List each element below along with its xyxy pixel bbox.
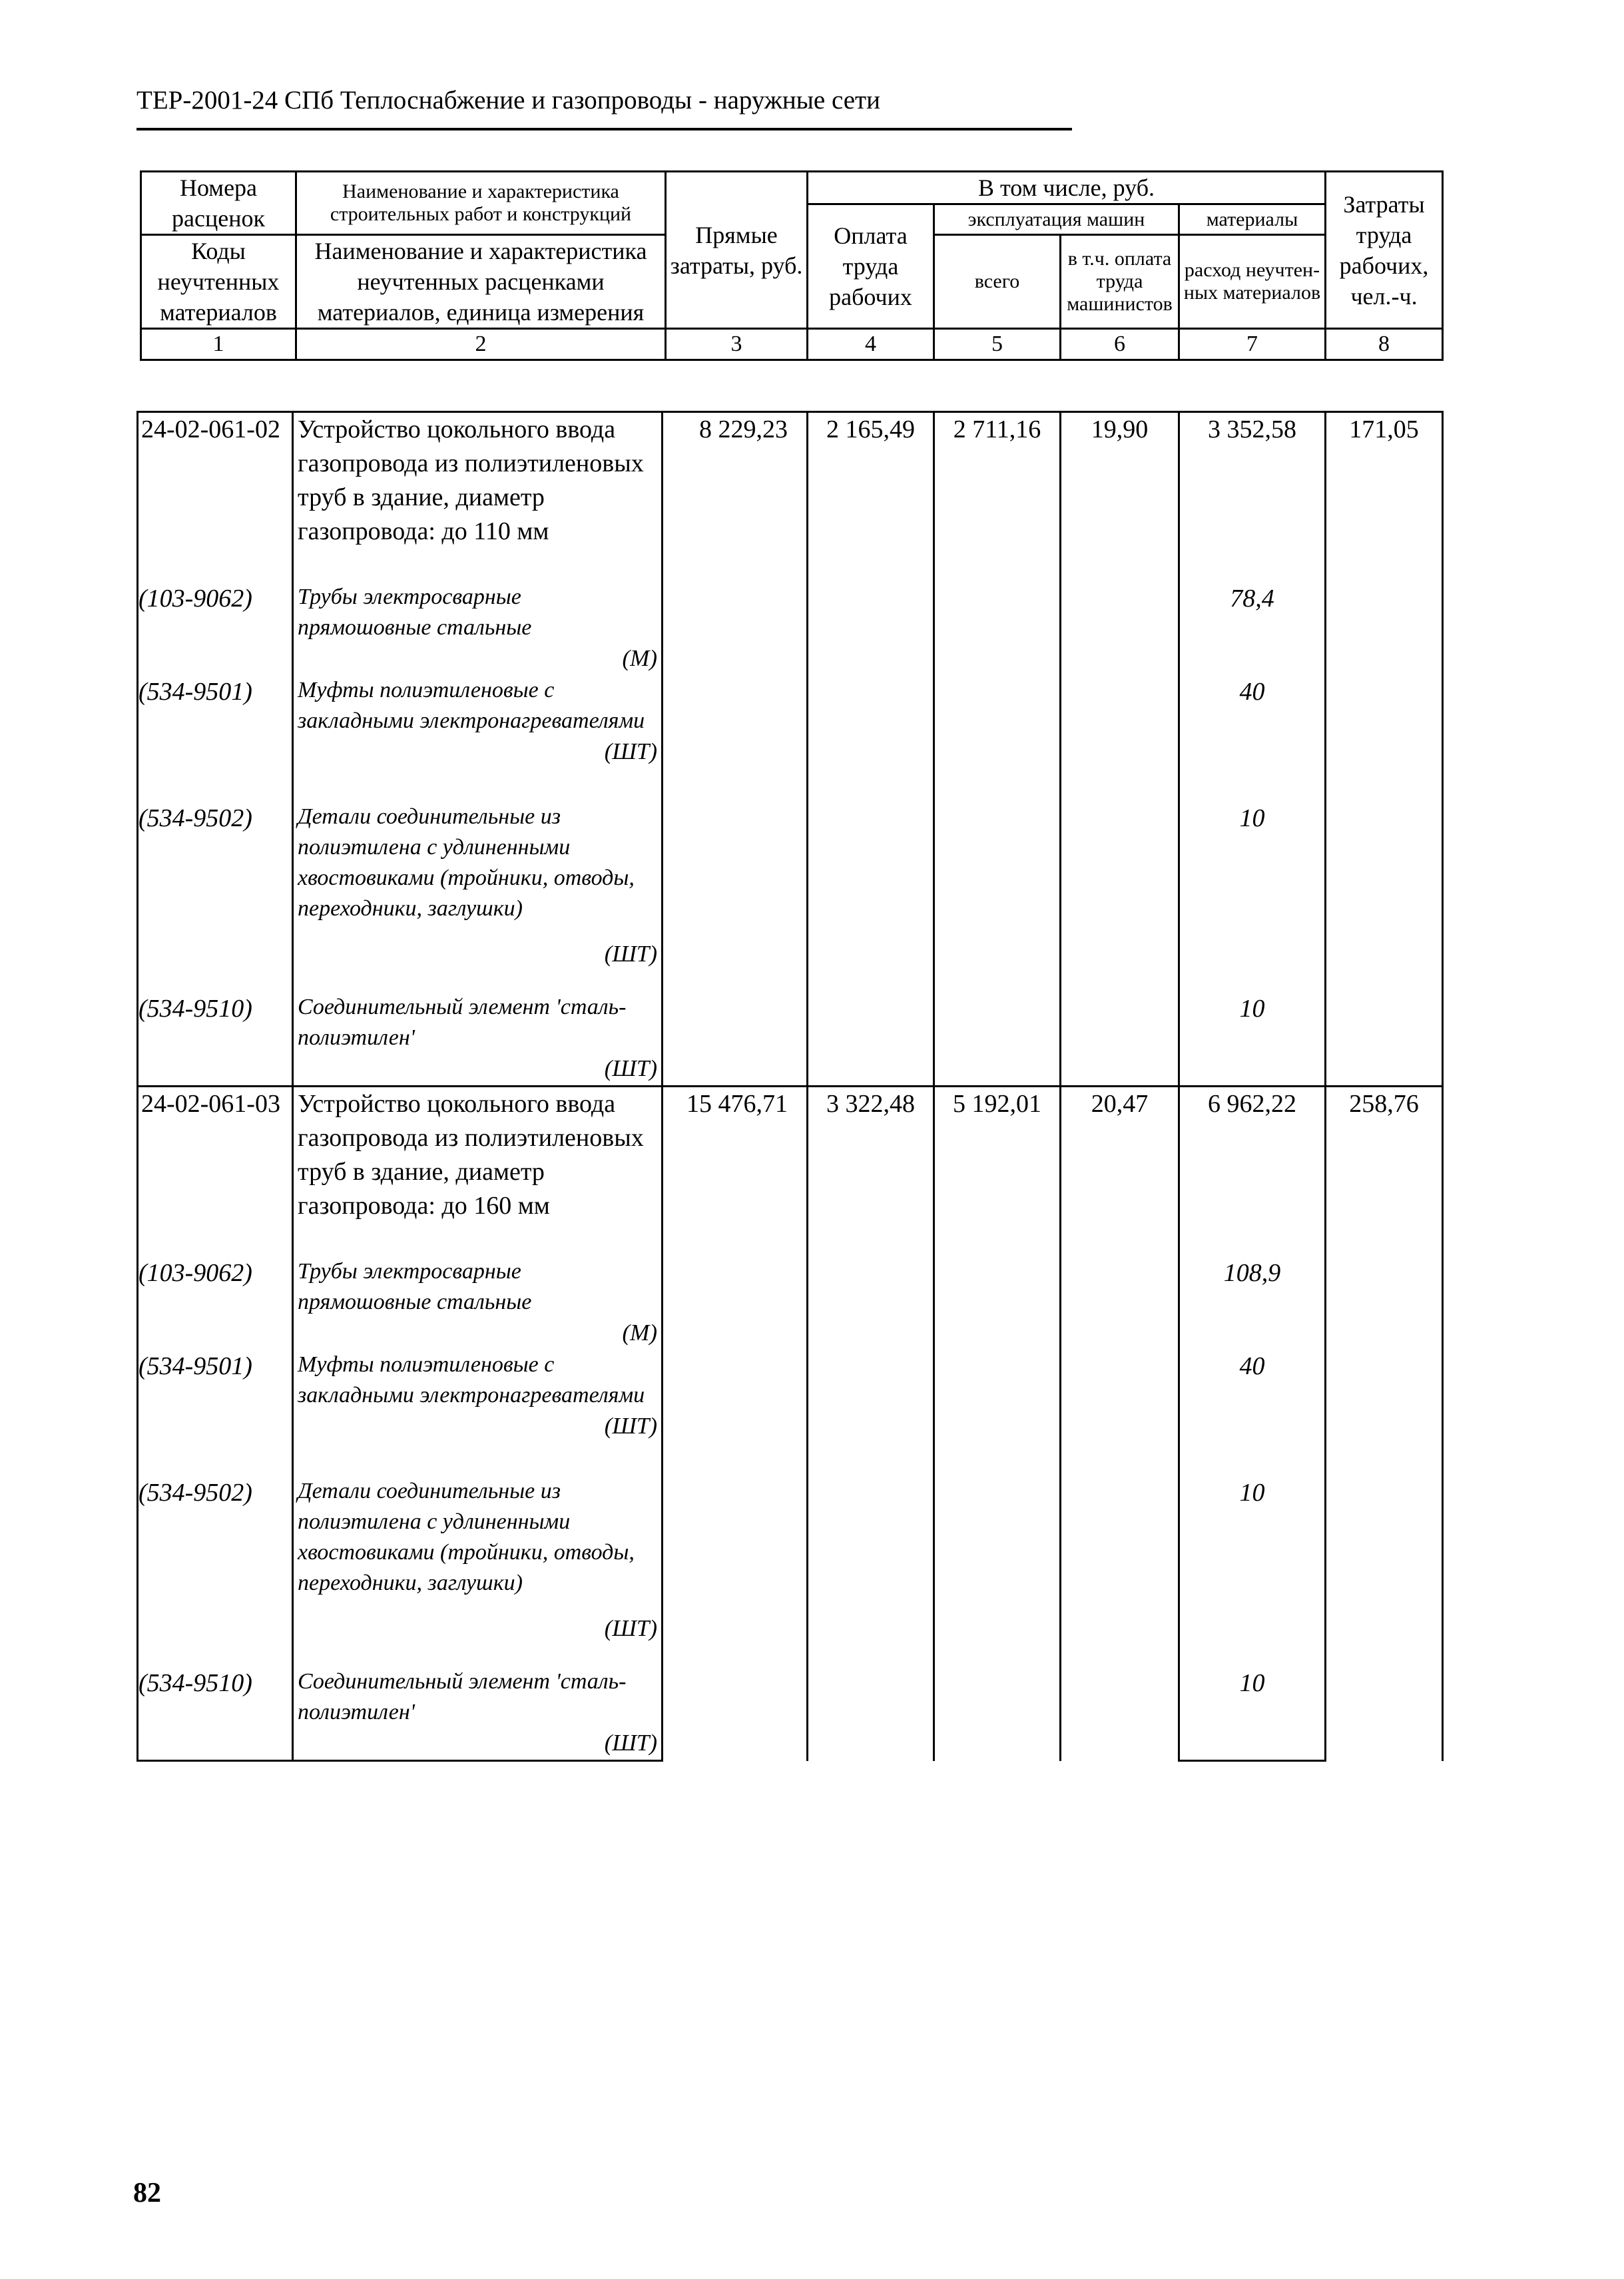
material-unit: (ШТ) [604, 1730, 657, 1756]
material-unit: (ШТ) [604, 1055, 657, 1081]
col2-bottom-header: Наименование и характеристика неучтенных расценками материалов, единица измерения [296, 235, 666, 329]
col-number: 6 [1061, 329, 1179, 360]
material-code: (103-9062) [138, 1256, 293, 1350]
rate-name: Устройство цокольного ввода газопровода из полиэтиленовых труб в здание, диаметр газопровода: до 110 мм [293, 412, 663, 583]
material-name: Трубы электросварные прямошовные стальные [298, 1259, 532, 1314]
material-qty: 10 [1179, 802, 1326, 992]
material-name: Трубы электросварные прямошовные стальные [298, 585, 532, 640]
rate-name: Устройство цокольного ввода газопровода из полиэтиленовых труб в здание, диаметр газопровода: до 160 мм [293, 1087, 663, 1257]
material-description [293, 992, 663, 1087]
labor-cost: 2 165,49 [808, 412, 934, 1087]
material-code: (534-9502) [138, 1476, 293, 1666]
material-description [293, 1256, 663, 1350]
rate-code: 24-02-061-03 [138, 1087, 293, 1257]
col1-top-header: Номера расценок [141, 172, 296, 235]
material-name: Муфты полиэтиленовые с закладными электронагревателями [298, 1352, 645, 1407]
material-qty: 108,9 [1179, 1256, 1326, 1350]
col-number: 2 [296, 329, 666, 360]
group-header: В том числе, руб. [808, 172, 1326, 204]
rate-row [138, 1087, 1443, 1257]
material-description [293, 1350, 663, 1476]
material-name: Муфты полиэтиленовые с закладными электронагревателями [298, 678, 645, 733]
col-number: 4 [808, 329, 934, 360]
material-unit: (М) [622, 645, 657, 671]
col6-header: в т.ч. оплата труда машинистов [1061, 235, 1179, 329]
rate-row [138, 412, 1443, 583]
machines-header: эксплуатация машин [934, 204, 1179, 235]
col-number: 7 [1179, 329, 1326, 360]
page-number: 82 [133, 2178, 161, 2208]
materials-cost: 3 352,58 [1179, 412, 1326, 583]
col3-header: Прямые затраты, руб. [666, 172, 808, 329]
col4-header: Оплата труда рабочих [808, 204, 934, 329]
column-header-table [140, 170, 1444, 361]
material-name: Соединительный элемент 'сталь-полиэтилен' [298, 995, 627, 1050]
material-name: Детали соединительные из полиэтилена с удлиненными хвостовиками (тройники, отводы, переходники, заглушки) [298, 804, 635, 921]
material-qty: 10 [1179, 1666, 1326, 1761]
material-unit: (ШТ) [604, 941, 657, 967]
rate-code: 24-02-061-02 [138, 412, 293, 583]
material-code: (534-9502) [138, 802, 293, 992]
material-qty: 10 [1179, 1476, 1326, 1666]
document-header: ТЕР-2001-24 СПб Теплоснабжение и газопроводы - наружные сети [136, 86, 880, 115]
material-qty: 40 [1179, 1350, 1326, 1476]
direct-cost: 15 476,71 [663, 1087, 808, 1761]
material-unit: (ШТ) [604, 1413, 657, 1439]
header-rule [136, 128, 1072, 130]
materials-header: материалы [1179, 204, 1326, 235]
material-code: (534-9501) [138, 1350, 293, 1476]
col1-bottom-header: Коды неучтенных материалов [141, 235, 296, 329]
rates-table [136, 411, 1444, 1762]
material-qty: 78,4 [1179, 582, 1326, 675]
col7-header: расход неучтен-ных материалов [1179, 235, 1326, 329]
col-number: 3 [666, 329, 808, 360]
material-description [293, 802, 663, 992]
material-unit: (ШТ) [604, 738, 657, 764]
col8-header: Затраты труда рабочих, чел.-ч. [1326, 172, 1443, 329]
col5-header: всего [934, 235, 1061, 329]
material-code: (534-9501) [138, 675, 293, 802]
col2-top-header: Наименование и характеристика строительных работ и конструкций [296, 172, 666, 235]
machines-total: 5 192,01 [934, 1087, 1061, 1761]
material-code: (534-9510) [138, 1666, 293, 1761]
material-description [293, 582, 663, 675]
material-code: (103-9062) [138, 582, 293, 675]
material-unit: (ШТ) [604, 1615, 657, 1641]
col-number: 5 [934, 329, 1061, 360]
labor-hours: 258,76 [1326, 1087, 1443, 1761]
machinists-labor: 19,90 [1061, 412, 1179, 1087]
material-name: Детали соединительные из полиэтилена с удлиненными хвостовиками (тройники, отводы, переходники, заглушки) [298, 1479, 635, 1595]
material-name: Соединительный элемент 'сталь-полиэтилен' [298, 1669, 627, 1724]
material-qty: 10 [1179, 992, 1326, 1087]
direct-cost: 8 229,23 [663, 412, 808, 1087]
material-code: (534-9510) [138, 992, 293, 1087]
material-description [293, 1476, 663, 1666]
machines-total: 2 711,16 [934, 412, 1061, 1087]
machinists-labor: 20,47 [1061, 1087, 1179, 1761]
labor-cost: 3 322,48 [808, 1087, 934, 1761]
material-qty: 40 [1179, 675, 1326, 802]
material-unit: (М) [622, 1320, 657, 1346]
materials-cost: 6 962,22 [1179, 1087, 1326, 1257]
material-description [293, 675, 663, 802]
col-number: 1 [141, 329, 296, 360]
labor-hours: 171,05 [1326, 412, 1443, 1087]
material-description [293, 1666, 663, 1761]
col-number: 8 [1326, 329, 1443, 360]
